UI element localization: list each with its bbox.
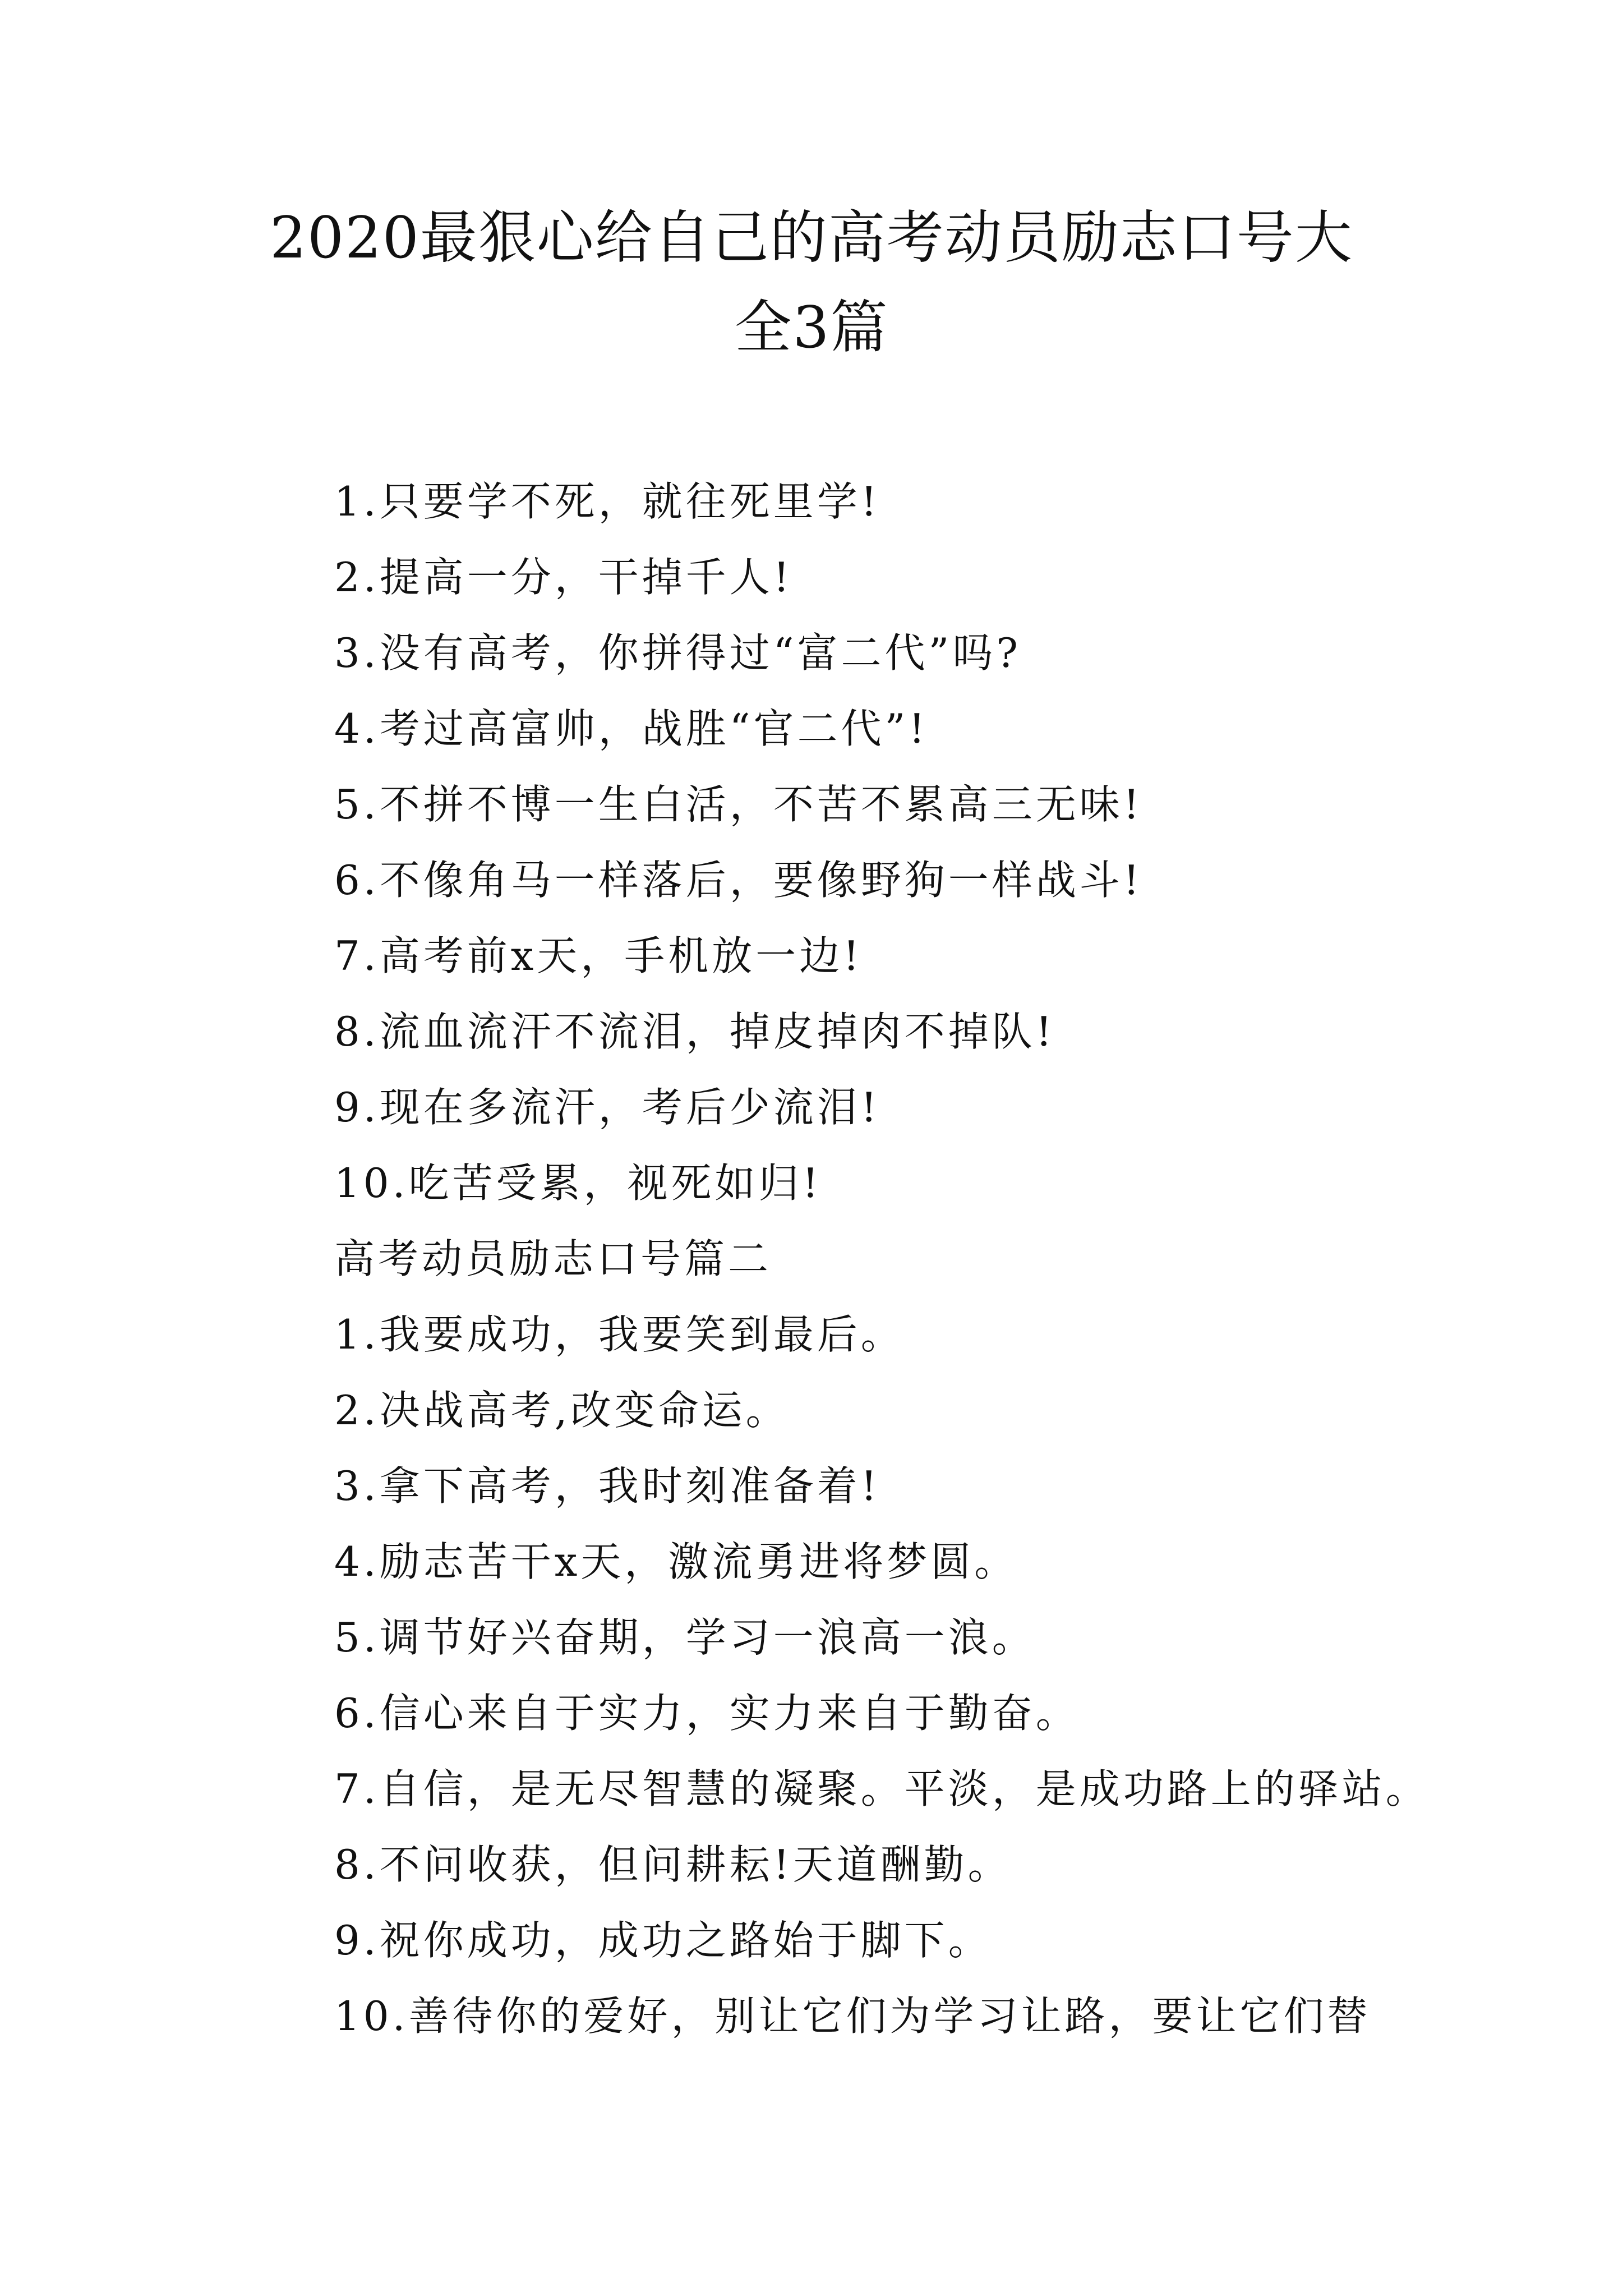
slogan-line: 10.吃苦受累，视死如归! bbox=[334, 1159, 822, 1207]
section-heading: 高考动员励志口号篇二 bbox=[334, 1235, 772, 1282]
slogan-line: 8.流血流汗不流泪，掉皮掉肉不掉队! bbox=[334, 1008, 1055, 1055]
slogan-line: 2.决战高考,改变命运。 bbox=[334, 1387, 790, 1434]
slogan-line: 1.我要成功，我要笑到最后。 bbox=[334, 1311, 905, 1358]
title-line-1: 2020最狠心给自己的高考动员励志口号大 bbox=[270, 205, 1353, 272]
slogan-line: 3.没有高考，你拼得过“富二代”吗? bbox=[334, 629, 1021, 677]
slogan-line: 9.现在多流汗，考后少流泪! bbox=[334, 1084, 880, 1131]
slogan-line: 1.只要学不死，就往死里学! bbox=[334, 478, 880, 525]
slogan-line: 7.高考前x天，手机放一边! bbox=[334, 932, 863, 979]
document-title bbox=[168, 202, 1455, 365]
slogan-line: 4.考过高富帅，战胜“官二代”! bbox=[334, 705, 929, 752]
slogan-line: 4.励志苦干x天，激流勇进将梦圆。 bbox=[334, 1538, 1018, 1585]
slogan-line: 7.自信，是无尽智慧的凝聚。平淡，是成功路上的驿站。 bbox=[334, 1765, 1430, 1812]
slogan-line: 6.不像角马一样落后，要像野狗一样战斗! bbox=[334, 857, 1143, 904]
title-line-2: 全3篇 bbox=[734, 295, 889, 361]
slogan-line: 9.祝你成功，成功之路始于脚下。 bbox=[334, 1917, 992, 1964]
slogan-line: 2.提高一分，干掉千人! bbox=[334, 554, 793, 601]
slogan-line: 6.信心来自于实力，实力来自于勤奋。 bbox=[334, 1690, 1080, 1737]
slogan-line: 8.不问收获，但问耕耘!天道酬勤。 bbox=[334, 1841, 1012, 1888]
document-body bbox=[334, 468, 1467, 2059]
slogan-line: 5.不拼不博一生白活，不苦不累高三无味! bbox=[334, 781, 1143, 828]
slogan-line: 3.拿下高考，我时刻准备着! bbox=[334, 1462, 880, 1510]
slogan-line: 5.调节好兴奋期，学习一浪高一浪。 bbox=[334, 1614, 1036, 1661]
slogan-line: 10.善待你的爱好，别让它们为学习让路，要让它们替 bbox=[334, 1993, 1371, 2040]
